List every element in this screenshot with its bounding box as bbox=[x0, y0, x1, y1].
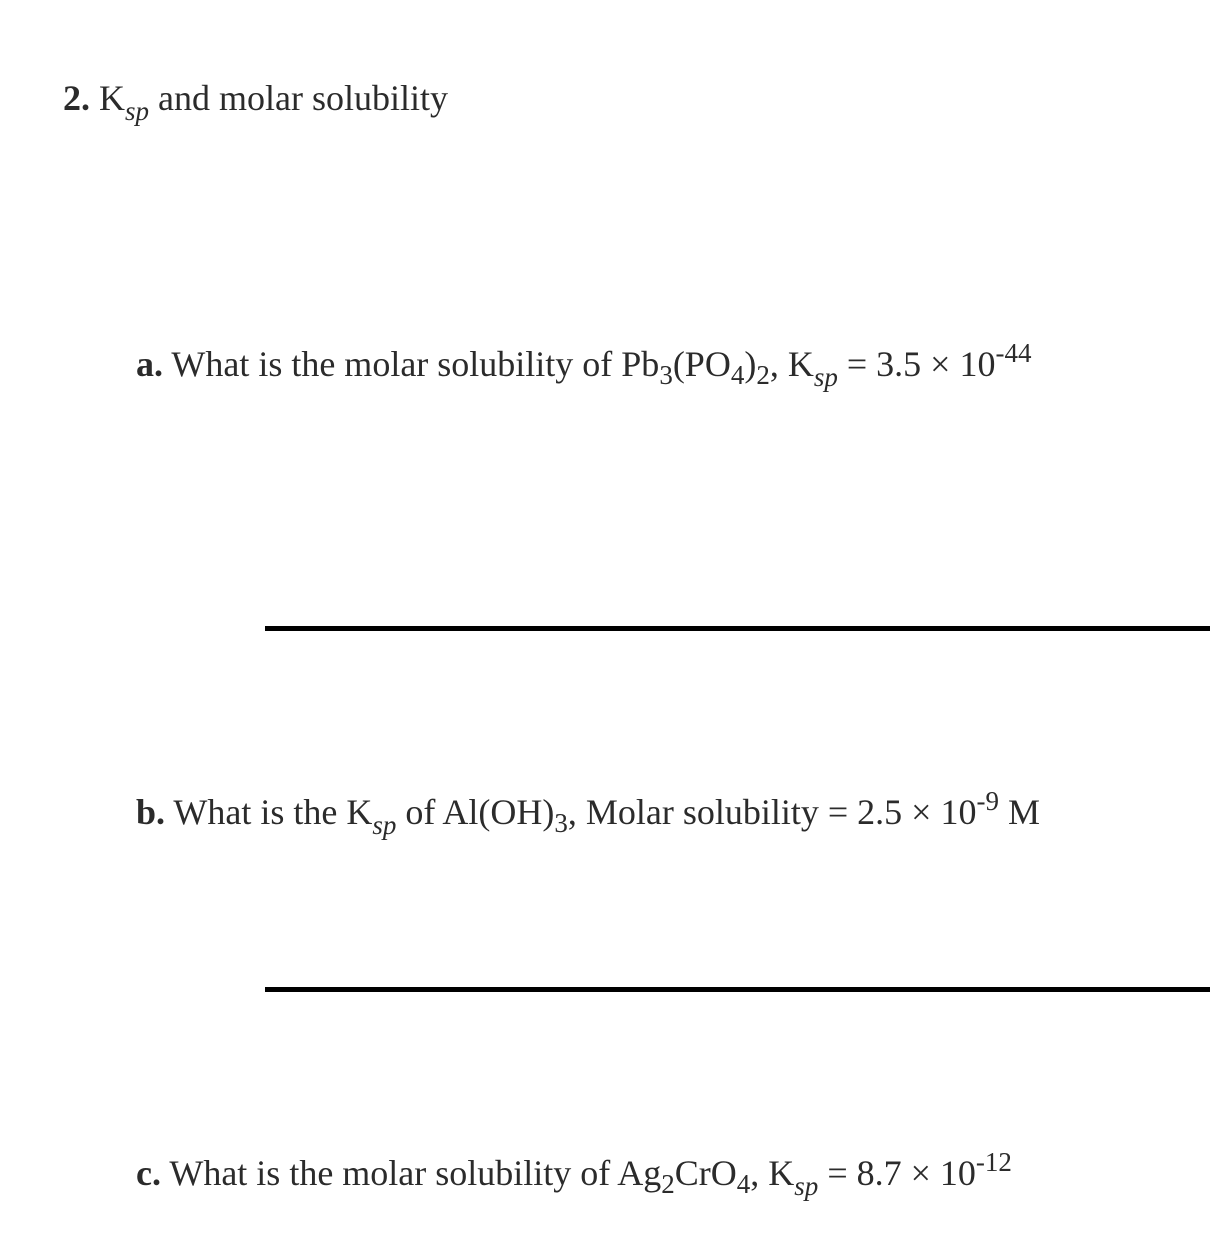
question-b bbox=[136, 786, 1040, 840]
unit: M bbox=[1007, 792, 1040, 832]
section-title-text: and molar solubility bbox=[158, 78, 448, 118]
question-b-text: What is the K bbox=[173, 792, 373, 832]
answer-line-a bbox=[265, 626, 1210, 631]
question-b-text: of Al(OH) bbox=[405, 792, 555, 832]
question-b-text: , Molar solubility = 2.5 × 10 bbox=[567, 792, 977, 832]
question-a-text: What is the molar solubility of Pb bbox=[171, 344, 660, 384]
question-c-text: What is the molar solubility of Ag bbox=[169, 1153, 662, 1193]
question-a-label: a. bbox=[136, 344, 163, 384]
question-a-text: , K bbox=[769, 344, 814, 384]
k-subscript: sp bbox=[813, 362, 838, 392]
subscript: 2 bbox=[661, 1169, 675, 1199]
answer-line-b bbox=[265, 987, 1210, 992]
k-subscript: sp bbox=[125, 96, 150, 126]
k-symbol: K bbox=[99, 78, 125, 118]
question-a-text: (PO bbox=[672, 344, 731, 384]
question-a-text: = 3.5 × 10 bbox=[846, 344, 996, 384]
question-b-label: b. bbox=[136, 792, 166, 832]
subscript: 4 bbox=[736, 1169, 751, 1199]
exponent: -44 bbox=[995, 338, 1032, 368]
subscript: 3 bbox=[659, 360, 673, 390]
question-a-text: ) bbox=[744, 344, 757, 384]
question-c-text: CrO bbox=[674, 1153, 737, 1193]
question-c-label: c. bbox=[136, 1153, 161, 1193]
k-subscript: sp bbox=[372, 810, 397, 840]
exponent: -12 bbox=[975, 1147, 1012, 1177]
subscript: 4 bbox=[730, 360, 745, 390]
question-c-text: , K bbox=[750, 1153, 795, 1193]
subscript: 2 bbox=[756, 360, 770, 390]
section-title bbox=[63, 78, 448, 126]
k-subscript: sp bbox=[794, 1171, 819, 1201]
subscript: 3 bbox=[554, 808, 568, 838]
exponent: -9 bbox=[976, 786, 999, 816]
question-c-text: = 8.7 × 10 bbox=[827, 1153, 976, 1193]
question-c bbox=[136, 1147, 1012, 1201]
section-number: 2. bbox=[63, 78, 90, 118]
question-a bbox=[136, 338, 1032, 392]
